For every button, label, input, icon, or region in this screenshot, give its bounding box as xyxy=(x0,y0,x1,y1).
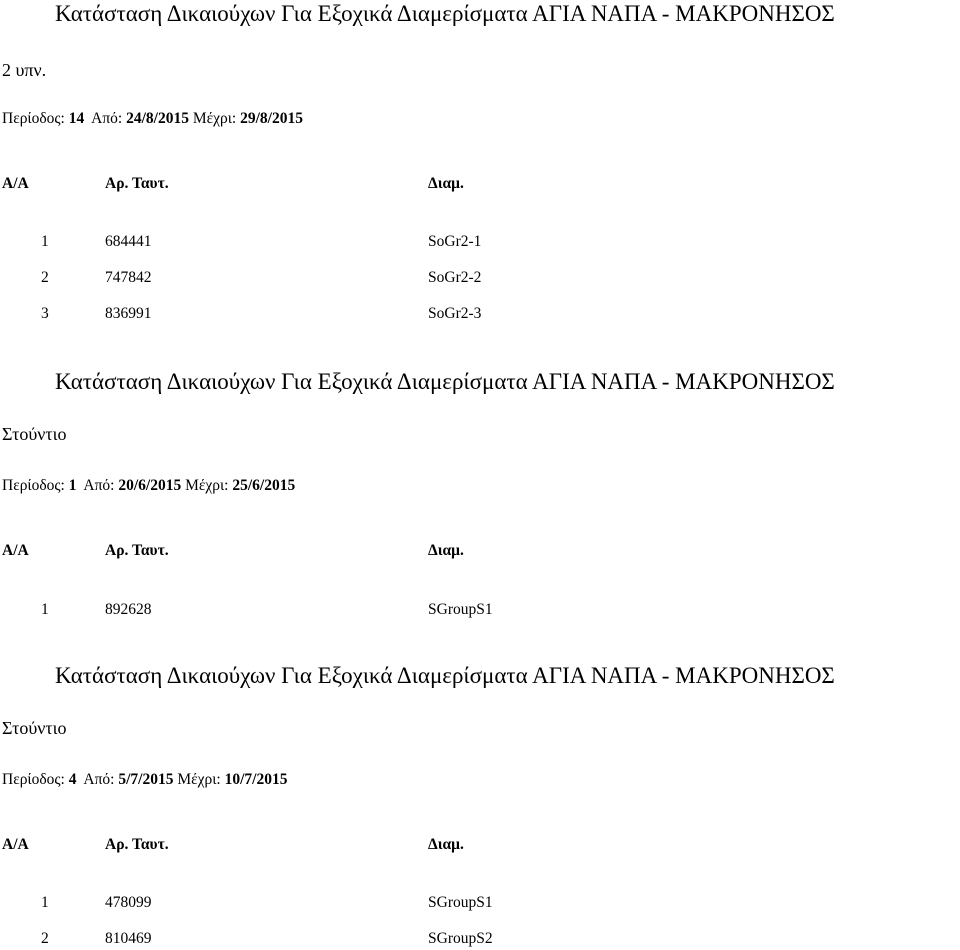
report-title: Κατάσταση Δικαιούχων Για Εξοχικά Διαμερίσματα ΑΓΙΑ ΝΑΠΑ - ΜΑΚΡΟΝΗΣΟΣ xyxy=(55,1,835,26)
column-header-aa: Α/Α xyxy=(2,836,29,853)
row-id: 892628 xyxy=(105,601,152,618)
period-line xyxy=(2,111,303,127)
row-id: 478099 xyxy=(105,894,152,911)
column-header-id: Αρ. Ταυτ. xyxy=(105,175,169,192)
period-line xyxy=(2,478,295,494)
period-label: Περίοδος: xyxy=(2,110,65,127)
period-label: Περίοδος: xyxy=(2,771,65,788)
from-label: Από: xyxy=(91,110,123,127)
to-label: Μέχρι: xyxy=(192,110,237,127)
to-label: Μέχρι: xyxy=(177,771,221,788)
section-subtitle: Στούντιο xyxy=(2,718,67,738)
section-subtitle: 2 υπν. xyxy=(2,60,47,80)
from-label: Από: xyxy=(83,477,115,494)
row-number: 1 xyxy=(41,601,49,618)
to-date: 25/6/2015 xyxy=(232,477,296,494)
report-title: Κατάσταση Δικαιούχων Για Εξοχικά Διαμερίσματα ΑΓΙΑ ΝΑΠΑ - ΜΑΚΡΟΝΗΣΟΣ xyxy=(55,369,835,394)
row-id: 810469 xyxy=(105,930,152,947)
row-number: 2 xyxy=(41,269,49,286)
row-apartment: SGroupS1 xyxy=(428,894,493,911)
to-label: Μέχρι: xyxy=(185,477,229,494)
row-number: 3 xyxy=(41,305,49,322)
row-number: 2 xyxy=(41,930,49,947)
report-title: Κατάσταση Δικαιούχων Για Εξοχικά Διαμερίσματα ΑΓΙΑ ΝΑΠΑ - ΜΑΚΡΟΝΗΣΟΣ xyxy=(55,663,835,688)
column-header-apt: Διαμ. xyxy=(428,542,464,559)
period-number: 1 xyxy=(68,477,77,494)
period-number: 4 xyxy=(68,771,77,788)
from-label: Από: xyxy=(83,771,115,788)
row-number: 1 xyxy=(41,894,49,911)
period-number: 14 xyxy=(68,110,85,127)
column-header-aa: Α/Α xyxy=(2,542,29,559)
to-date: 10/7/2015 xyxy=(224,771,288,788)
row-id: 747842 xyxy=(105,269,152,286)
from-date: 5/7/2015 xyxy=(118,771,174,788)
column-header-aa: Α/Α xyxy=(2,175,29,192)
section-subtitle: Στούντιο xyxy=(2,424,67,444)
row-apartment: SGroupS1 xyxy=(428,601,493,618)
row-number: 1 xyxy=(41,233,49,250)
period-line xyxy=(2,772,287,788)
to-date: 29/8/2015 xyxy=(240,110,303,127)
column-header-id: Αρ. Ταυτ. xyxy=(105,836,169,853)
row-apartment: SoGr2-3 xyxy=(428,305,482,322)
row-apartment: SGroupS2 xyxy=(428,930,493,947)
column-header-apt: Διαμ. xyxy=(428,836,464,853)
row-apartment: SoGr2-2 xyxy=(428,269,482,286)
row-id: 684441 xyxy=(105,233,152,250)
from-date: 20/6/2015 xyxy=(118,477,182,494)
column-header-apt: Διαμ. xyxy=(428,175,464,192)
period-label: Περίοδος: xyxy=(2,477,65,494)
column-header-id: Αρ. Ταυτ. xyxy=(105,542,169,559)
row-id: 836991 xyxy=(105,305,152,322)
from-date: 24/8/2015 xyxy=(126,110,189,127)
row-apartment: SoGr2-1 xyxy=(428,233,482,250)
